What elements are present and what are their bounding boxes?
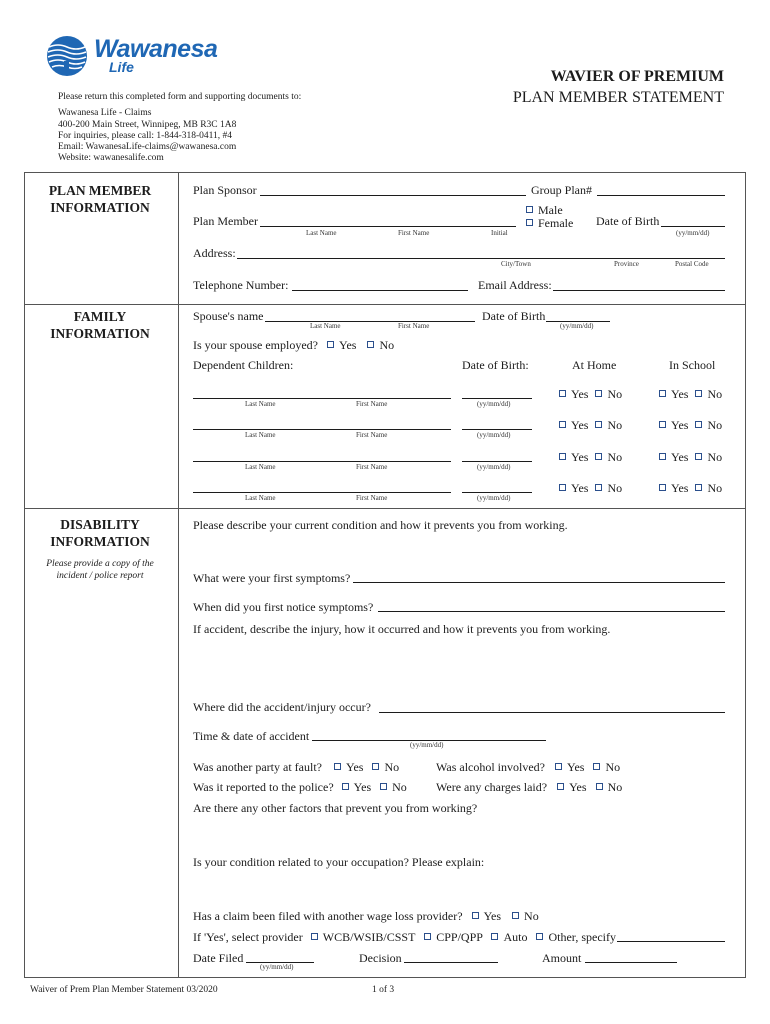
section-divider [24, 508, 746, 509]
if-accident-label: If accident, describe the injury, how it occurred and how it prevents you from working. [193, 622, 611, 636]
plan-sponsor-field[interactable] [260, 195, 526, 196]
child-last-name-caption: Last Name [245, 400, 276, 408]
child-in-school-options: Yes No [659, 481, 722, 496]
child-dob-format: (yy/mm/dd) [477, 400, 511, 408]
provider-select-row: If 'Yes', select provider WCB/WSIB/CSST CPP/QPP Auto Other, specify [193, 930, 616, 944]
other-provider-field[interactable] [617, 941, 725, 942]
spouse-employed-yes-checkbox[interactable] [327, 341, 334, 348]
child-dob-field[interactable] [462, 461, 532, 462]
police-report-note: Please provide a copy of the incident / police report [46, 559, 154, 581]
other-provider-checkbox[interactable] [536, 933, 543, 940]
other-factors-label: Are there any other factors that prevent you from working? [193, 801, 478, 815]
email-field[interactable] [553, 290, 725, 291]
plan-member-section-title: PLAN MEMBER INFORMATION [48, 183, 152, 215]
female-checkbox[interactable] [526, 219, 533, 226]
first-name-caption: First Name [398, 229, 430, 237]
section-divider-vertical [178, 172, 179, 978]
first-notice-field[interactable] [378, 611, 725, 612]
last-name-caption: Last Name [306, 229, 337, 237]
charges-question: Were any charges laid? Yes No [436, 780, 623, 794]
child-dob-field[interactable] [462, 492, 532, 493]
child-name-field[interactable] [193, 398, 451, 399]
occupation-related-label: Is your condition related to your occupation? Please explain: [193, 855, 485, 869]
female-option[interactable]: Female [526, 216, 573, 231]
child-dob-format: (yy/mm/dd) [477, 431, 511, 439]
charges-yes-checkbox[interactable] [557, 783, 564, 790]
alcohol-no-checkbox[interactable] [593, 763, 600, 770]
form-title-line2: PLAN MEMBER STATEMENT [512, 89, 724, 106]
at-home-no-checkbox[interactable] [595, 390, 602, 397]
first-symptoms-label: What were your first symptoms? [193, 571, 351, 585]
email-line: Email: WawanesaLife-claims@wawanesa.com [58, 142, 237, 152]
accident-location-label: Where did the accident/injury occur? [193, 700, 371, 714]
at-home-yes-checkbox[interactable] [559, 484, 566, 491]
telephone-label: Telephone Number: [193, 278, 289, 292]
disability-section-title: DISABILITY INFORMATION [50, 517, 150, 549]
child-last-name-caption: Last Name [245, 494, 276, 502]
in-school-no-checkbox[interactable] [695, 453, 702, 460]
child-at-home-options: Yes No [559, 418, 622, 433]
dependent-children-label: Dependent Children: [193, 358, 294, 372]
plan-member-field[interactable] [260, 226, 516, 227]
in-school-yes-checkbox[interactable] [659, 484, 666, 491]
child-at-home-options: Yes No [559, 387, 622, 402]
spouse-name-label: Spouse's name [193, 309, 264, 323]
group-plan-label: Group Plan# [531, 183, 592, 197]
child-dob-field[interactable] [462, 398, 532, 399]
decision-label: Decision [359, 951, 402, 965]
first-notice-label: When did you first notice symptoms? [193, 600, 374, 614]
wcb-checkbox[interactable] [311, 933, 318, 940]
spouse-name-field[interactable] [265, 321, 475, 322]
return-note: Please return this completed form and supporting documents to: [58, 92, 302, 102]
cpp-checkbox[interactable] [424, 933, 431, 940]
fault-no-checkbox[interactable] [372, 763, 379, 770]
child-at-home-options: Yes No [559, 450, 622, 465]
child-first-name-caption: First Name [356, 400, 388, 408]
male-option[interactable]: Male [526, 203, 563, 218]
child-first-name-caption: First Name [356, 431, 388, 439]
male-checkbox[interactable] [526, 206, 533, 213]
child-at-home-options: Yes No [559, 481, 622, 496]
child-last-name-caption: Last Name [245, 463, 276, 471]
in-school-yes-checkbox[interactable] [659, 390, 666, 397]
accident-date-format: (yy/mm/dd) [410, 741, 444, 749]
in-school-yes-checkbox[interactable] [659, 421, 666, 428]
spouse-employed-no-checkbox[interactable] [367, 341, 374, 348]
postal-caption: Postal Code [675, 260, 709, 268]
auto-checkbox[interactable] [491, 933, 498, 940]
spouse-employed-question: Is your spouse employed? Yes No [193, 338, 395, 352]
at-home-yes-checkbox[interactable] [559, 421, 566, 428]
alcohol-question: Was alcohol involved? Yes No [436, 760, 621, 774]
claim-yes-checkbox[interactable] [472, 912, 479, 919]
in-school-yes-checkbox[interactable] [659, 453, 666, 460]
dob-format-caption: (yy/mm/dd) [676, 229, 710, 237]
police-question: Was it reported to the police? Yes No [193, 780, 407, 794]
child-dob-field[interactable] [462, 429, 532, 430]
describe-condition-label: Please describe your current condition and how it prevents you from working. [193, 518, 568, 532]
address-field[interactable] [237, 258, 725, 259]
child-first-name-caption: First Name [356, 494, 388, 502]
inquiries-line: For inquiries, please call: 1-844-318-0411, #4 [58, 131, 233, 141]
plan-member-label: Plan Member [193, 214, 258, 228]
child-dob-header: Date of Birth: [462, 358, 529, 372]
at-home-no-checkbox[interactable] [595, 484, 602, 491]
decision-field[interactable] [404, 962, 498, 963]
spouse-dob-label: Date of Birth [482, 309, 546, 323]
child-first-name-caption: First Name [356, 463, 388, 471]
address-line: Wawanesa Life - Claims [58, 108, 152, 118]
claim-no-checkbox[interactable] [512, 912, 519, 919]
child-name-field[interactable] [193, 492, 451, 493]
footer-page-number: 1 of 3 [372, 985, 395, 995]
child-name-field[interactable] [193, 461, 451, 462]
form-title-line1: WAVIER OF PREMIUM [550, 68, 724, 85]
child-name-field[interactable] [193, 429, 451, 430]
address-label: Address: [193, 246, 236, 260]
child-dob-format: (yy/mm/dd) [477, 494, 511, 502]
address-line: 400-200 Main Street, Winnipeg, MB R3C 1A8 [58, 120, 237, 130]
city-caption: City/Town [501, 260, 531, 268]
at-home-yes-checkbox[interactable] [559, 453, 566, 460]
wawanesa-logo [45, 35, 218, 79]
in-school-no-checkbox[interactable] [695, 484, 702, 491]
group-plan-field[interactable] [597, 195, 725, 196]
at-home-header: At Home [572, 358, 617, 372]
province-caption: Province [614, 260, 639, 268]
police-yes-checkbox[interactable] [342, 783, 349, 790]
accident-time-date-label: Time & date of accident [193, 729, 310, 743]
wave-globe-icon [45, 35, 93, 79]
dob-label: Date of Birth [596, 214, 660, 228]
at-home-no-checkbox[interactable] [595, 421, 602, 428]
fault-question: Was another party at fault? Yes No [193, 760, 400, 774]
charges-no-checkbox[interactable] [596, 783, 603, 790]
telephone-field[interactable] [292, 290, 468, 291]
accident-location-field[interactable] [379, 712, 725, 713]
child-dob-format: (yy/mm/dd) [477, 463, 511, 471]
logo-sub: Life [109, 59, 134, 75]
family-section-title: FAMILY INFORMATION [50, 309, 150, 341]
date-filed-label: Date Filed [193, 951, 244, 965]
first-symptoms-field[interactable] [353, 582, 725, 583]
initial-caption: Initial [491, 229, 508, 237]
email-label: Email Address: [478, 278, 552, 292]
at-home-yes-checkbox[interactable] [559, 390, 566, 397]
spouse-first-name-caption: First Name [398, 322, 430, 330]
footer-form-id: Waiver of Prem Plan Member Statement 03/2020 [30, 985, 218, 995]
amount-label: Amount [542, 951, 582, 965]
in-school-no-checkbox[interactable] [695, 390, 702, 397]
plan-sponsor-label: Plan Sponsor [193, 183, 257, 197]
fault-yes-checkbox[interactable] [334, 763, 341, 770]
child-in-school-options: Yes No [659, 418, 722, 433]
website-line: Website: wawanesalife.com [58, 153, 164, 163]
claim-filed-question: Has a claim been filed with another wage loss provider? Yes No [193, 909, 539, 923]
section-divider [24, 304, 746, 305]
amount-field[interactable] [585, 962, 677, 963]
child-in-school-options: Yes No [659, 450, 722, 465]
alcohol-yes-checkbox[interactable] [555, 763, 562, 770]
police-no-checkbox[interactable] [380, 783, 387, 790]
spouse-last-name-caption: Last Name [310, 322, 341, 330]
logo-brand: Wawanesa [94, 35, 218, 63]
dob-field[interactable] [661, 226, 725, 227]
spouse-dob-format: (yy/mm/dd) [560, 322, 594, 330]
child-last-name-caption: Last Name [245, 431, 276, 439]
child-in-school-options: Yes No [659, 387, 722, 402]
in-school-no-checkbox[interactable] [695, 421, 702, 428]
date-filed-format: (yy/mm/dd) [260, 963, 294, 971]
at-home-no-checkbox[interactable] [595, 453, 602, 460]
in-school-header: In School [669, 358, 716, 372]
